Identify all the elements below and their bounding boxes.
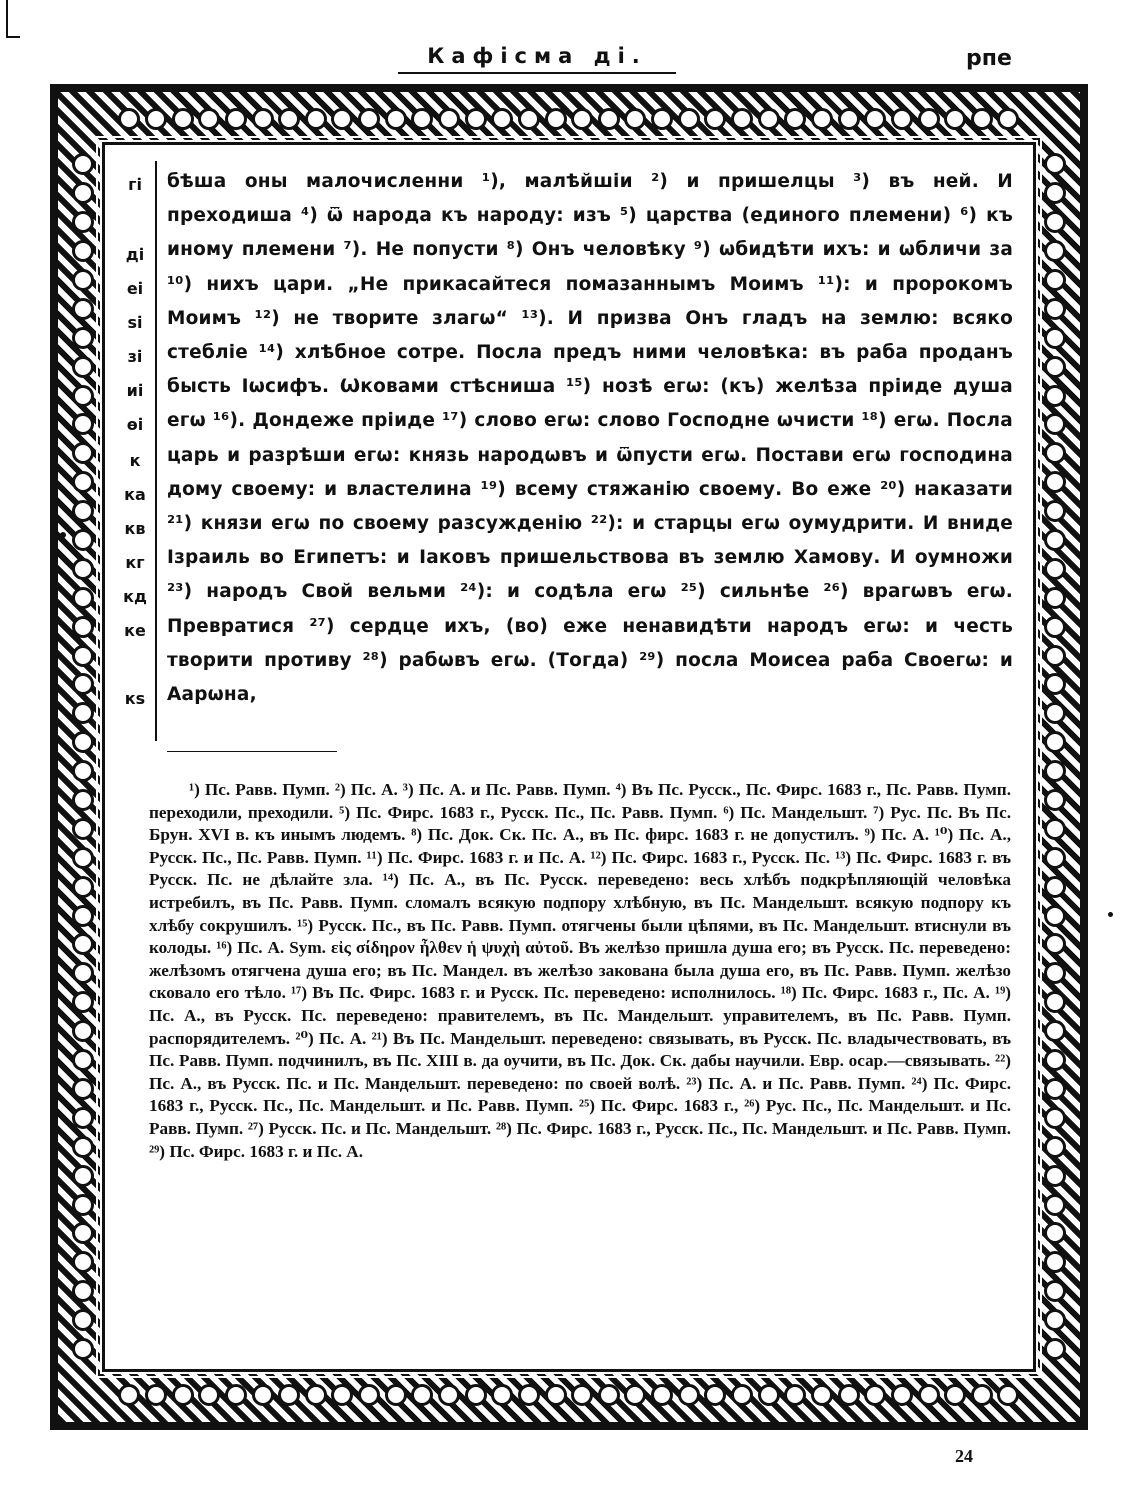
frame-ring-ornament [252, 1384, 274, 1406]
frame-ring-ornament [1044, 1309, 1066, 1331]
frame-ring-ornament [1044, 500, 1066, 522]
frame-ring-ornament [997, 108, 1019, 130]
frame-ring-ornament [72, 1309, 94, 1331]
frame-ring-ornament [72, 529, 94, 551]
verse-number: ке [124, 621, 146, 640]
frame-ring-ornament [1044, 616, 1066, 638]
frame-ring-ornament [1044, 760, 1066, 782]
verse-number-column [117, 161, 157, 741]
frame-ring-ornament [72, 702, 94, 724]
frame-ornament-right [1040, 150, 1070, 1364]
frame-ring-ornament [918, 1384, 940, 1406]
frame-ring-ornament [145, 1384, 167, 1406]
frame-ring-ornament [305, 1384, 327, 1406]
frame-ring-ornament [72, 182, 94, 204]
frame-ring-ornament [784, 108, 806, 130]
frame-ring-ornament [72, 211, 94, 233]
frame-ring-ornament [198, 108, 220, 130]
frame-ring-ornament [1044, 587, 1066, 609]
frame-ring-ornament [72, 240, 94, 262]
frame-ring-ornament [145, 108, 167, 130]
frame-ring-ornament [1044, 558, 1066, 580]
frame-ring-ornament [971, 108, 993, 130]
frame-ring-ornament [811, 108, 833, 130]
frame-ring-ornament [1044, 847, 1066, 869]
frame-ring-ornament [678, 108, 700, 130]
frame-ring-ornament [411, 1384, 433, 1406]
frame-ring-ornament [838, 108, 860, 130]
frame-ring-ornament [118, 1384, 140, 1406]
frame-ring-ornament [72, 1165, 94, 1187]
frame-ring-ornament [1044, 442, 1066, 464]
frame-ring-ornament [72, 442, 94, 464]
frame-ring-ornament [278, 108, 300, 130]
frame-ring-ornament [72, 356, 94, 378]
footnotes: ¹) Пс. Равв. Пумп. ²) Пс. А. ³) Пс. А. и Пс. Равв. Пумп. ⁴) Въ Пс. Русск., Пс. Фирс. 1683 г., Пс. Равв. Пумп. переходили, преходили. ⁵) Пс. Фирс. 1683 г., Русск. Пс., Пс. Равв. Пумп. ⁶) Пс. Мандельшт. ⁷) Рус. Пс. Въ Пс. Брун. XVI в. къ инымъ людемъ. ⁸) Пс. Док. Ск. Пс. А., въ Пс. фирс. 1683 г. не допустилъ. ⁹) Пс. А. ¹⁰) Пс. А., Русск. Пс., Пс. Равв. Пумп. ¹¹) Пс. Фирс. 1683 г. и Пс. А. ¹²) Пс. Фирс. 1683 г., Русск. Пс. ¹³) Пс. Фирс. 1683 г. въ Русск. Пс. не дѣлайте зла. ¹⁴) Пс. А., въ Пс. Русск. переведено: весь хлѣбъ подкрѣпляющій человѣка истребилъ, въ Пс. Равв. Пумп. сломалъ всякую подпору хлѣбную, въ Пс. Мандельшт. всякую подпору къ хлѣбу сокрушилъ. ¹⁵) Русск. Пс., въ Пс. Равв. Пумп. отягчены были цѣпями, въ Пс. Мандельшт. втиснули въ колоды. ¹⁶) Пс. А. Sym. εἰς σίδηρον ἦλθεν ἡ ψυχὴ αὐτοῦ. Въ желѣзо пришла душа его; въ Русск. Пс. переведено: желѣзомъ отягчена душа его; въ Пс. Мандел. въ желѣзо закована была душа его, въ Пс. Равв. Пумп. желѣзо сковало его тѣло. ¹⁷) Въ Пс. Фирс. 1683 г. и Русск. Пс. переведено: исполнилось. ¹⁸) Пс. Фирс. 1683 г., Пс. А. ¹⁹) Пс. А., въ Русск. Пс. переведено: правителемъ, въ Пс. Мандельшт. управителемъ, въ Пс. Равв. Пумп. распорядителемъ. ²⁰) Пс. А. ²¹) Въ Пс. Мандельшт. переведено: связывать, въ Русск. Пс. владычествовать, въ Пс. Равв. Пумп. подчинилъ, въ Пс. XIII в. да оучити, въ Пс. Док. Ск. дабы научили. Евр. осар.—связывать. ²²) Пс. А., въ Русск. Пс. и Пс. Мандельшт. переведено: по своей волѣ. ²³) Пс. А. и Пс. Равв. Пумп. ²⁴) Пс. Фирс. 1683 г., Русск. Пс., Пс. Мандельшт. и Пс. Равв. Пумп. ²⁵) Пс. Фирс. 1683 г., ²⁶) Рус. Пс., Пс. Мандельшт. и Пс. Равв. Пумп. ²⁷) Русск. Пс. и Пс. Мандельшт. ²⁸) Пс. Фирс. 1683 г., Русск. Пс., Пс. Мандельшт. и Пс. Равв. Пумп. ²⁹) Пс. Фирс. 1683 г. и Пс. А. [149, 780, 1011, 1161]
frame-ring-ornament [72, 818, 94, 840]
running-header-page-label: рпе [966, 46, 1012, 71]
frame-ring-ornament [784, 1384, 806, 1406]
frame-ring-ornament [1044, 818, 1066, 840]
running-header-title: Кафісма ді. [398, 44, 676, 74]
verse-number: кв [124, 519, 146, 538]
frame-ring-ornament [598, 1384, 620, 1406]
footnote-separator [167, 751, 337, 752]
frame-ring-ornament [624, 108, 646, 130]
frame-ring-ornament [72, 385, 94, 407]
frame-ring-ornament [1044, 933, 1066, 955]
frame-ring-ornament [1044, 327, 1066, 349]
frame-ring-ornament [118, 108, 140, 130]
verse-number: кд [123, 587, 147, 606]
verse-number: ка [124, 485, 146, 504]
frame-ring-ornament [225, 108, 247, 130]
frame-ring-ornament [72, 847, 94, 869]
frame-ring-ornament [571, 1384, 593, 1406]
frame-ring-ornament [72, 1222, 94, 1244]
frame-ring-ornament [1044, 1049, 1066, 1071]
verse-number: гі [128, 175, 142, 194]
frame-ring-ornament [198, 1384, 220, 1406]
frame-ring-ornament [72, 645, 94, 667]
frame-ring-ornament [731, 1384, 753, 1406]
frame-ring-ornament [465, 1384, 487, 1406]
frame-ring-ornament [1044, 1222, 1066, 1244]
frame-ring-ornament [1044, 1020, 1066, 1042]
frame-ring-ornament [172, 108, 194, 130]
frame-ring-ornament [571, 108, 593, 130]
frame-ring-ornament [545, 108, 567, 130]
frame-ring-ornament [1044, 731, 1066, 753]
frame-ring-ornament [1044, 182, 1066, 204]
psalm-text: бѣша оны малочисленни ¹), малѣйшіи ²) и пришелцы ³) въ ней. И преходиша ⁴) ѿ народа къ народу: изъ ⁵) царства (единого племени) ⁶) къ иному племени ⁷). Не попусти ⁸) Онъ человѣку ⁹) ѡбидѣти ихъ: и ѡбличи за ¹⁰) нихъ цари. „Не прикасайтеся помазаннымъ Моимъ ¹¹): и пророкомъ Моимъ ¹²) не творите злагѡ“ ¹³). И призва Онъ гладъ на землю: всяко стебліе ¹⁴) хлѣбное сотре. Посла предъ ними человѣка: въ раба проданъ бысть Іѡсифъ. Ѡковами стѣсниша ¹⁵) нозѣ егѡ: (къ) желѣза пріиде душа егѡ ¹⁶). Дондеже пріиде ¹⁷) слово егѡ: слово Господне ѡчисти ¹⁸) егѡ. Посла царь и разрѣши егѡ: князь народѡвъ и ѿпусти егѡ. Постави егѡ господина дому своему: и властелина ¹⁹) всему стяжанію своему. Во еже ²⁰) наказати ²¹) князи егѡ по своему разсужденію ²²): и старцы егѡ оумудрити. И вниде Ізраиль во Египетъ: и Іаковъ пришельствова въ землю Хамову. И оумножи ²³) народъ Свой вельми ²⁴): и содѣла егѡ ²⁵) сильнѣе ²⁶) врагѡвъ егѡ. Превратися ²⁷) сердце ихъ, (во) еже ненавидѣти народъ егѡ: и честь творити противу ²⁸) рабѡвъ егѡ. (Тогда) ²⁹) посла Моисеа раба Своегѡ: и Аарѡна, [167, 171, 1013, 706]
frame-ring-ornament [1044, 471, 1066, 493]
frame-ring-ornament [385, 108, 407, 130]
frame-ring-ornament [72, 760, 94, 782]
frame-ring-ornament [624, 1384, 646, 1406]
frame-ring-ornament [72, 1251, 94, 1273]
frame-ring-ornament [72, 731, 94, 753]
frame-ring-ornament [72, 1338, 94, 1360]
corner-mark-foot [6, 36, 20, 38]
frame-ring-ornament [72, 789, 94, 811]
frame-ring-ornament [72, 471, 94, 493]
frame-ring-ornament [72, 1136, 94, 1158]
frame-ring-ornament [1044, 1251, 1066, 1273]
frame-ring-ornament [1044, 1280, 1066, 1302]
frame-ring-ornament [72, 1020, 94, 1042]
frame-ring-ornament [1044, 356, 1066, 378]
frame-ring-ornament [72, 1078, 94, 1100]
verse-number: кѕ [124, 689, 146, 708]
frame-ring-ornament [1044, 1107, 1066, 1129]
frame-ring-ornament [864, 1384, 886, 1406]
page-number: 24 [955, 1446, 973, 1466]
frame-ring-ornament [704, 108, 726, 130]
frame-ring-ornament [72, 673, 94, 695]
text-area [102, 142, 1036, 1372]
frame-ring-ornament [1044, 269, 1066, 291]
frame-ring-ornament [72, 587, 94, 609]
frame-ring-ornament [997, 1384, 1019, 1406]
frame-ring-ornament [305, 108, 327, 130]
verse-number: ѕі [127, 313, 143, 332]
frame-ring-ornament [758, 1384, 780, 1406]
frame-ring-ornament [72, 327, 94, 349]
page-content [117, 153, 1021, 1361]
frame-ring-ornament [1044, 1165, 1066, 1187]
frame-ring-ornament [1044, 789, 1066, 811]
frame-ring-ornament [864, 108, 886, 130]
frame-ring-ornament [971, 1384, 993, 1406]
frame-ring-ornament [545, 1384, 567, 1406]
frame-ring-ornament [731, 108, 753, 130]
frame-ring-ornament [1044, 876, 1066, 898]
frame-ring-ornament [72, 876, 94, 898]
frame-ring-ornament [838, 1384, 860, 1406]
frame-ring-ornament [385, 1384, 407, 1406]
frame-ring-ornament [331, 108, 353, 130]
frame-ring-ornament [944, 108, 966, 130]
verse-number: зі [127, 347, 143, 366]
frame-ring-ornament [1044, 702, 1066, 724]
frame-ring-ornament [72, 153, 94, 175]
ornamental-frame [50, 84, 1088, 1430]
frame-ring-ornament [278, 1384, 300, 1406]
verse-number: к [129, 451, 141, 470]
frame-ring-ornament [1044, 211, 1066, 233]
frame-ring-ornament [651, 108, 673, 130]
frame-ring-ornament [918, 108, 940, 130]
frame-ring-ornament [172, 1384, 194, 1406]
verse-number: ѳі [126, 415, 144, 434]
frame-ring-ornament [651, 1384, 673, 1406]
frame-ring-ornament [72, 558, 94, 580]
frame-ring-ornament [72, 1194, 94, 1216]
frame-ring-ornament [1044, 962, 1066, 984]
frame-ring-ornament [1044, 1338, 1066, 1360]
frame-ring-ornament [72, 962, 94, 984]
frame-ring-ornament [438, 1384, 460, 1406]
frame-ring-ornament [491, 1384, 513, 1406]
ink-spot [60, 532, 66, 538]
frame-ring-ornament [1044, 645, 1066, 667]
frame-ring-ornament [598, 108, 620, 130]
frame-ring-ornament [358, 1384, 380, 1406]
frame-ring-ornament [1044, 673, 1066, 695]
frame-ring-ornament [72, 905, 94, 927]
frame-ring-ornament [891, 1384, 913, 1406]
frame-ring-ornament [1044, 1194, 1066, 1216]
frame-ring-ornament [72, 413, 94, 435]
frame-ring-ornament [811, 1384, 833, 1406]
frame-ring-ornament [518, 108, 540, 130]
frame-ring-ornament [891, 108, 913, 130]
frame-ring-ornament [72, 933, 94, 955]
frame-ring-ornament [1044, 1078, 1066, 1100]
frame-ring-ornament [72, 298, 94, 320]
frame-ring-ornament [465, 108, 487, 130]
frame-ring-ornament [758, 108, 780, 130]
frame-ring-ornament [944, 1384, 966, 1406]
frame-ring-ornament [72, 1107, 94, 1129]
corner-mark [6, 0, 8, 38]
frame-ornament-left [68, 150, 98, 1364]
frame-ring-ornament [225, 1384, 247, 1406]
frame-ring-ornament [72, 269, 94, 291]
frame-ring-ornament [252, 108, 274, 130]
frame-ring-ornament [518, 1384, 540, 1406]
frame-ring-ornament [411, 108, 433, 130]
frame-ring-ornament [704, 1384, 726, 1406]
frame-ring-ornament [72, 1049, 94, 1071]
frame-ring-ornament [72, 1280, 94, 1302]
verse-number: иі [126, 381, 144, 400]
frame-ring-ornament [331, 1384, 353, 1406]
frame-ring-ornament [1044, 153, 1066, 175]
verse-number: еі [126, 279, 144, 298]
verse-number: ді [125, 245, 145, 264]
frame-ring-ornament [1044, 529, 1066, 551]
frame-ring-ornament [1044, 905, 1066, 927]
frame-ring-ornament [72, 991, 94, 1013]
frame-ring-ornament [1044, 385, 1066, 407]
frame-ring-ornament [1044, 991, 1066, 1013]
frame-ring-ornament [678, 1384, 700, 1406]
frame-ornament-bottom [116, 1380, 1022, 1410]
frame-ring-ornament [72, 500, 94, 522]
frame-ring-ornament [1044, 298, 1066, 320]
frame-ring-ornament [72, 616, 94, 638]
frame-ring-ornament [438, 108, 460, 130]
frame-ring-ornament [1044, 240, 1066, 262]
frame-ring-ornament [1044, 1136, 1066, 1158]
ink-spot [1108, 912, 1113, 917]
frame-ring-ornament [491, 108, 513, 130]
frame-ornament-top [116, 104, 1022, 134]
frame-ring-ornament [358, 108, 380, 130]
verse-number: кг [125, 553, 145, 572]
frame-ring-ornament [1044, 413, 1066, 435]
